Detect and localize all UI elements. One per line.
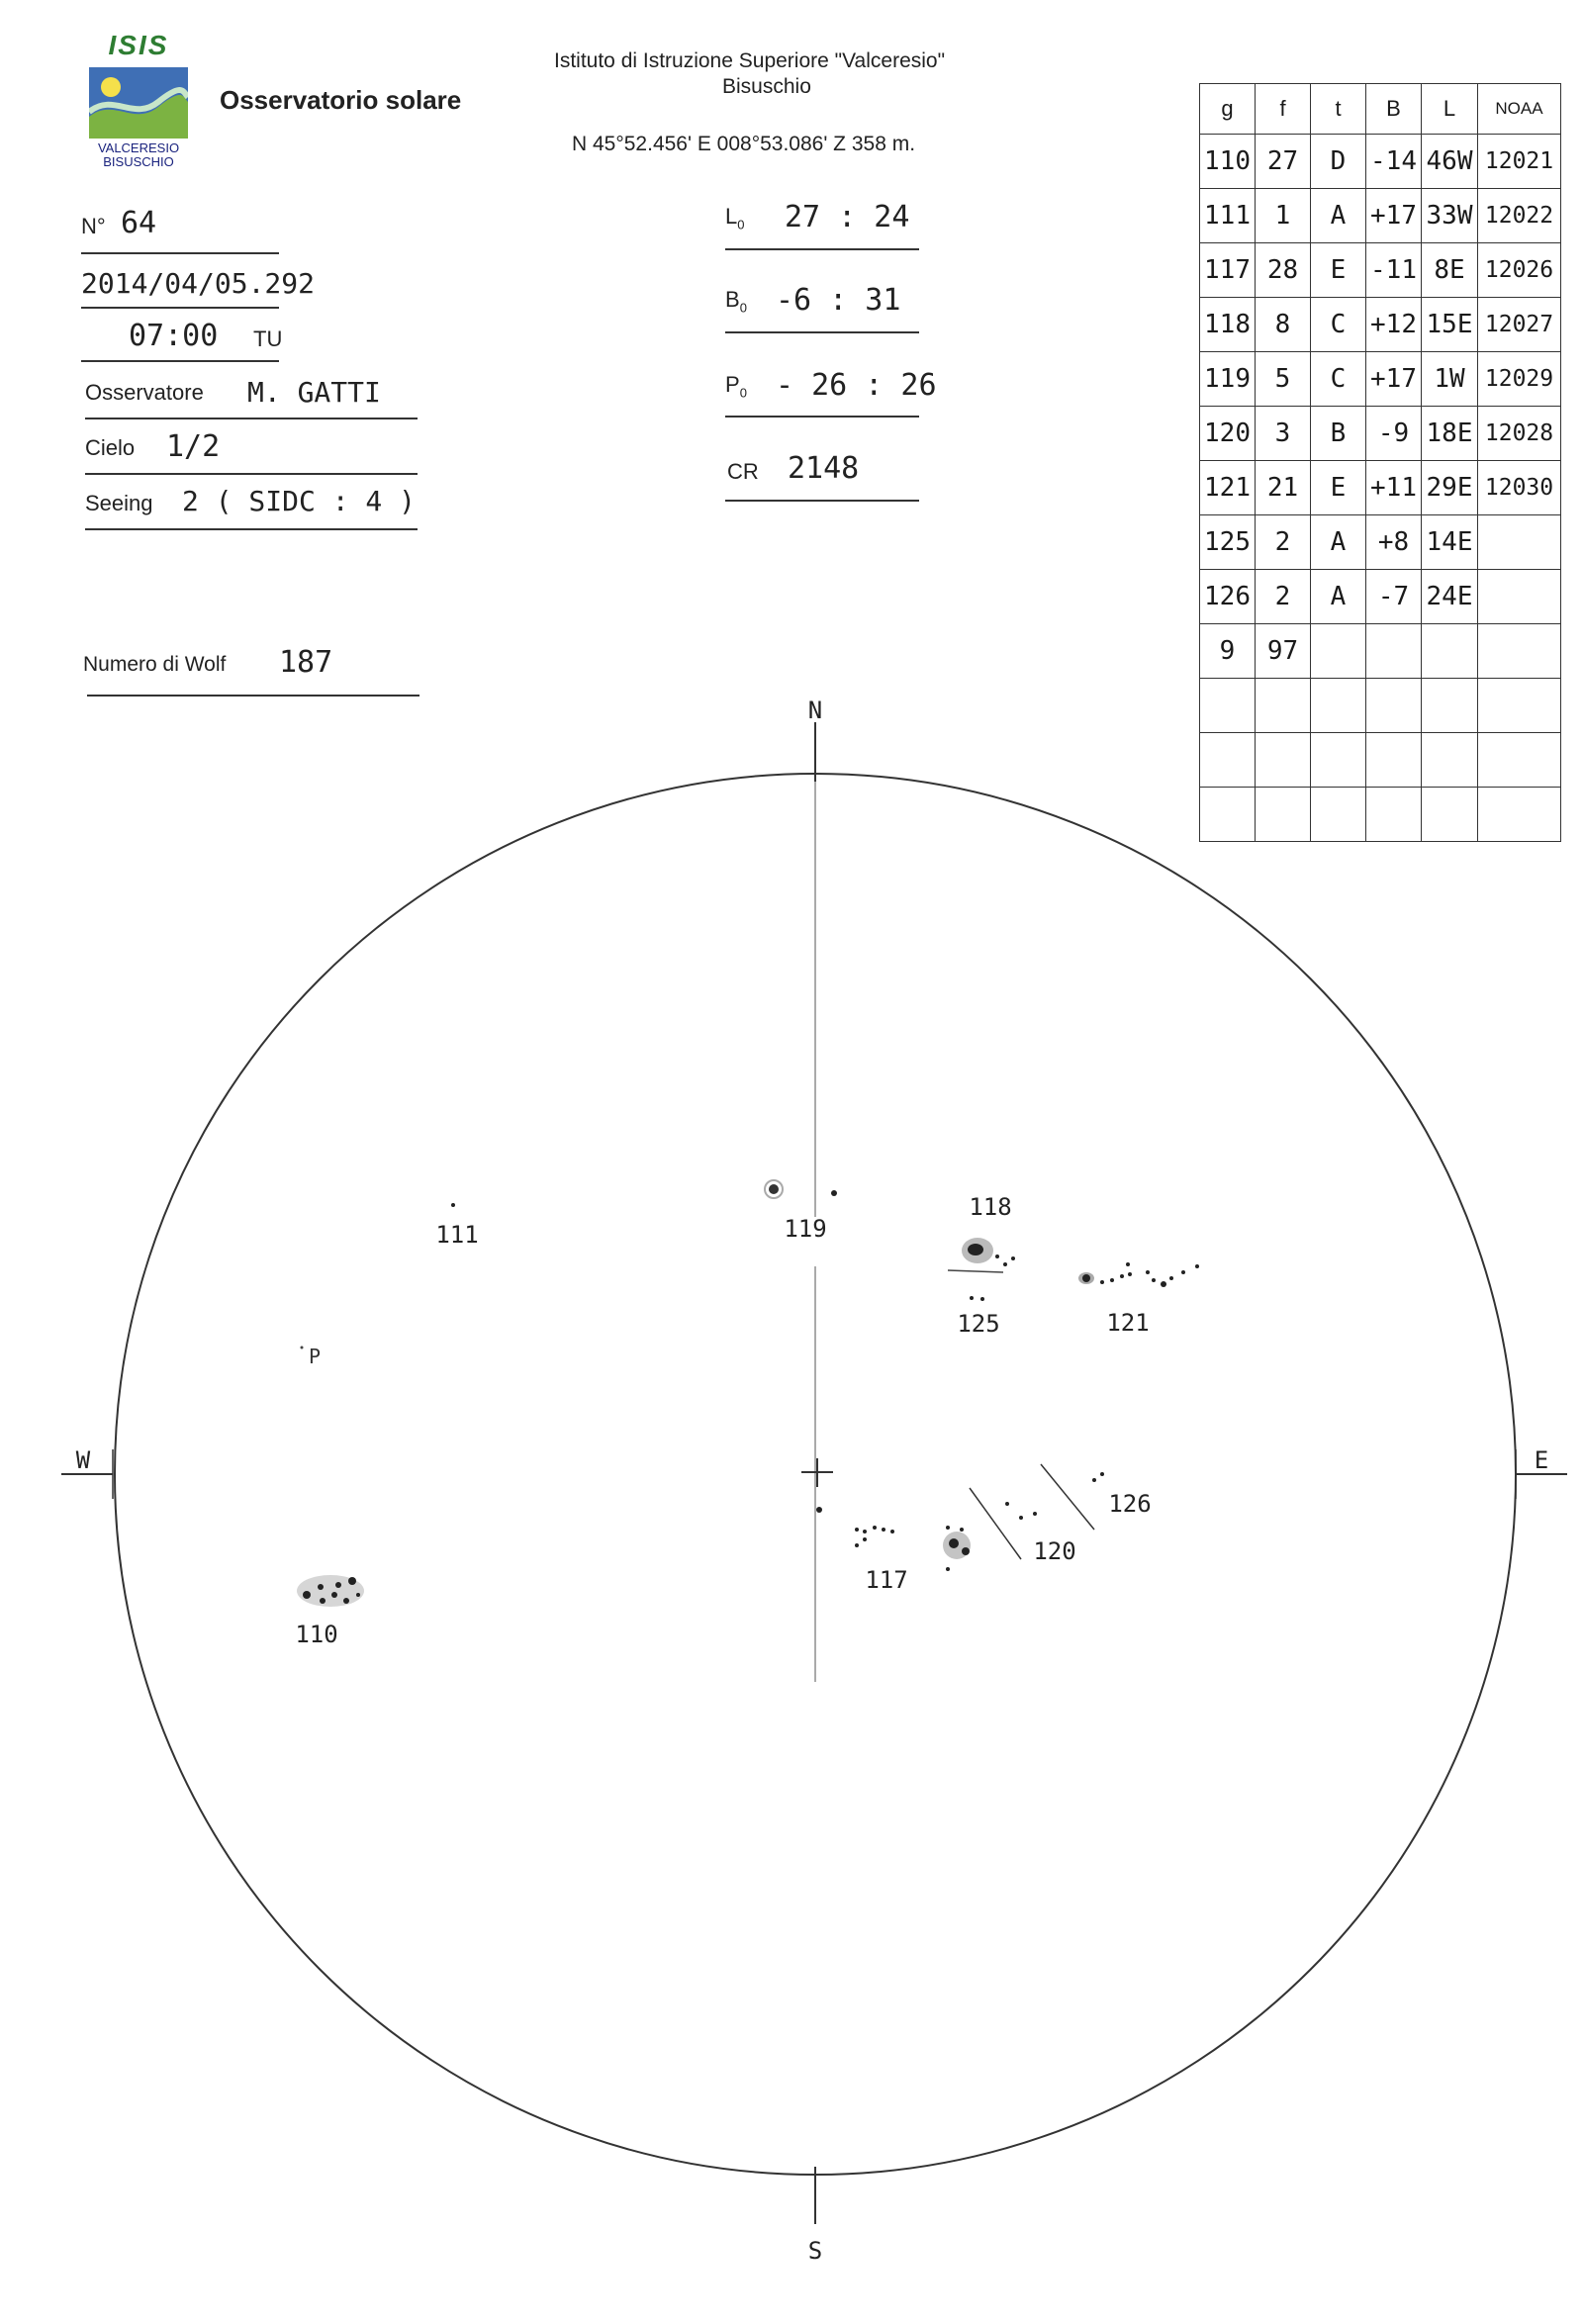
spot-117k — [960, 1528, 964, 1532]
seeing-label: Seeing — [85, 491, 153, 515]
b0-label: $B_0$ — [725, 287, 747, 316]
spot-110g — [348, 1577, 356, 1585]
cell-b: +11 — [1366, 461, 1422, 515]
cell-f: 97 — [1256, 624, 1311, 679]
cr-value: 2148 — [788, 451, 860, 486]
west-label: W — [75, 1446, 91, 1474]
separator-117-120 — [970, 1488, 1021, 1559]
cell-l: 18E — [1422, 407, 1478, 461]
cell-g: 126 — [1200, 570, 1256, 624]
spot-121b — [1100, 1280, 1104, 1284]
spot-110h — [356, 1593, 360, 1597]
spot-110a — [303, 1591, 311, 1599]
group-label-111: 111 — [435, 1221, 479, 1249]
cell-t: C — [1311, 352, 1366, 407]
spot-110f — [343, 1598, 349, 1604]
separator-118-125 — [948, 1270, 1003, 1272]
cell-noaa: 12030 — [1478, 461, 1561, 515]
number-value: 64 — [121, 206, 157, 240]
header-noaa: NOAA — [1478, 84, 1561, 135]
east-label: E — [1534, 1446, 1549, 1474]
spot-118c — [1003, 1262, 1007, 1266]
spot-119a — [769, 1184, 779, 1194]
observer-value: M. GATTI — [247, 376, 381, 409]
cell-b: -9 — [1366, 407, 1422, 461]
time-value: 07:00 — [129, 319, 219, 353]
spot-120b — [1019, 1516, 1023, 1520]
cell-g: 117 — [1200, 243, 1256, 298]
header-g: g — [1200, 84, 1256, 135]
l0-label: $L_0$ — [725, 204, 745, 232]
cell-b: -11 — [1366, 243, 1422, 298]
spot-121g — [1146, 1270, 1150, 1274]
spot-121i — [1161, 1281, 1166, 1287]
spot-117c — [863, 1530, 867, 1534]
cell-g: 125 — [1200, 515, 1256, 570]
cell-t: E — [1311, 461, 1366, 515]
cell-l: 29E — [1422, 461, 1478, 515]
cell-g: 9 — [1200, 624, 1256, 679]
header-t: t — [1311, 84, 1366, 135]
cell-f: 1 — [1256, 189, 1311, 243]
cell-b: -14 — [1366, 135, 1422, 189]
institute-name: Istituto di Istruzione Superiore "Valceresio" — [554, 49, 946, 72]
group-label-120: 120 — [1033, 1537, 1076, 1565]
number-label: N° — [81, 214, 106, 238]
spot-117j — [946, 1526, 950, 1530]
spot-111 — [451, 1203, 455, 1207]
spot-121l — [1195, 1264, 1199, 1268]
cell-t: D — [1311, 135, 1366, 189]
p0-label: $P_0$ — [725, 372, 747, 401]
cell-g: 118 — [1200, 298, 1256, 352]
cell-l: 46W — [1422, 135, 1478, 189]
cell-noaa: 12022 — [1478, 189, 1561, 243]
spot-110e — [335, 1582, 341, 1588]
spot-121c — [1110, 1278, 1114, 1282]
cell-g: 110 — [1200, 135, 1256, 189]
cell-noaa: 12028 — [1478, 407, 1561, 461]
spot-117i — [962, 1547, 970, 1555]
spot-121j — [1169, 1276, 1173, 1280]
spot-125b — [980, 1297, 984, 1301]
cell-g: 120 — [1200, 407, 1256, 461]
wolf-label: Numero di Wolf — [83, 653, 227, 676]
logo-line1: VALCERESIO — [97, 140, 180, 155]
sky-value: 1/2 — [166, 429, 221, 464]
cell-l: 15E — [1422, 298, 1478, 352]
b0-value: -6 : 31 — [776, 283, 901, 318]
time-unit: TU — [253, 326, 283, 351]
cell-f: 5 — [1256, 352, 1311, 407]
spot-117h — [855, 1543, 859, 1547]
date-value: 2014/04/05.292 — [81, 267, 316, 300]
p-marker-label: P — [308, 1345, 322, 1368]
observatory-title: Osservatorio solare — [220, 85, 462, 115]
spot-118b — [995, 1255, 999, 1258]
cell-noaa: 12026 — [1478, 243, 1561, 298]
spot-110d — [331, 1592, 337, 1598]
cell-l: 33W — [1422, 189, 1478, 243]
logo-text: ISIS — [108, 30, 169, 60]
cell-noaa: 12021 — [1478, 135, 1561, 189]
spot-121f — [1128, 1272, 1132, 1276]
wolf-value: 187 — [279, 645, 333, 680]
group-label-125: 125 — [957, 1310, 1000, 1338]
north-label: N — [807, 697, 823, 724]
cell-t: A — [1311, 570, 1366, 624]
cell-l: 1W — [1422, 352, 1478, 407]
spot-117e — [882, 1528, 885, 1532]
cell-g: 121 — [1200, 461, 1256, 515]
spot-117l — [946, 1567, 950, 1571]
cell-g: 119 — [1200, 352, 1256, 407]
sky-label: Cielo — [85, 435, 136, 460]
spot-121e — [1126, 1262, 1130, 1266]
seeing-value: 2 ( SIDC : 4 ) — [182, 485, 417, 517]
spot-117a — [816, 1507, 822, 1513]
cell-t: A — [1311, 189, 1366, 243]
separator-120-126 — [1041, 1464, 1094, 1530]
cr-label: CR — [727, 459, 759, 484]
spot-117g — [863, 1537, 867, 1541]
header-l: L — [1422, 84, 1478, 135]
group-label-110: 110 — [295, 1621, 338, 1648]
header-b: B — [1366, 84, 1422, 135]
p0-value: - 26 : 26 — [776, 368, 937, 403]
cell-noaa: 12027 — [1478, 298, 1561, 352]
p-marker-dot — [301, 1347, 304, 1349]
header-f: f — [1256, 84, 1311, 135]
cell-t: C — [1311, 298, 1366, 352]
cell-f: 8 — [1256, 298, 1311, 352]
cell-b: +17 — [1366, 189, 1422, 243]
spot-117f — [890, 1530, 894, 1534]
spot-110c — [320, 1598, 326, 1604]
cell-t: A — [1311, 515, 1366, 570]
spot-117-main — [949, 1538, 959, 1548]
spot-121d — [1120, 1274, 1124, 1278]
cell-f: 21 — [1256, 461, 1311, 515]
cell-b: +17 — [1366, 352, 1422, 407]
cell-b: +8 — [1366, 515, 1422, 570]
cell-l: 14E — [1422, 515, 1478, 570]
spot-118d — [1011, 1256, 1015, 1260]
cell-f: 27 — [1256, 135, 1311, 189]
group-label-126: 126 — [1108, 1490, 1152, 1518]
observatory-coordinates: N 45°52.456' E 008°53.086' Z 358 m. — [572, 133, 916, 155]
spot-126b — [1100, 1472, 1104, 1476]
spot-118-main — [968, 1244, 983, 1255]
spot-117b — [855, 1528, 859, 1532]
cell-t: B — [1311, 407, 1366, 461]
l0-value: 27 : 24 — [785, 200, 910, 234]
group-label-118: 118 — [969, 1193, 1012, 1221]
logo-line2: BISUSCHIO — [103, 154, 174, 169]
spot-120c — [1033, 1512, 1037, 1516]
spot-119b — [831, 1190, 837, 1196]
spot-117d — [873, 1526, 877, 1530]
spot-126a — [1092, 1478, 1096, 1482]
cell-b: +12 — [1366, 298, 1422, 352]
institute-town: Bisuschio — [722, 75, 811, 98]
group-label-119: 119 — [784, 1215, 827, 1243]
cell-l: 24E — [1422, 570, 1478, 624]
spot-125a — [970, 1296, 974, 1300]
spot-121h — [1152, 1278, 1156, 1282]
cell-noaa: 12029 — [1478, 352, 1561, 407]
spot-120a — [1005, 1502, 1009, 1506]
group-label-121: 121 — [1106, 1309, 1150, 1337]
spot-121k — [1181, 1270, 1185, 1274]
cell-f: 2 — [1256, 515, 1311, 570]
cell-f: 2 — [1256, 570, 1311, 624]
south-label: S — [807, 2237, 823, 2265]
cell-f: 3 — [1256, 407, 1311, 461]
group-label-117: 117 — [865, 1566, 908, 1594]
cell-b: -7 — [1366, 570, 1422, 624]
cell-l: 8E — [1422, 243, 1478, 298]
cell-t: E — [1311, 243, 1366, 298]
cell-f: 28 — [1256, 243, 1311, 298]
cell-g: 111 — [1200, 189, 1256, 243]
spot-110b — [318, 1584, 324, 1590]
spot-121a — [1082, 1274, 1090, 1282]
observer-label: Osservatore — [85, 380, 204, 405]
